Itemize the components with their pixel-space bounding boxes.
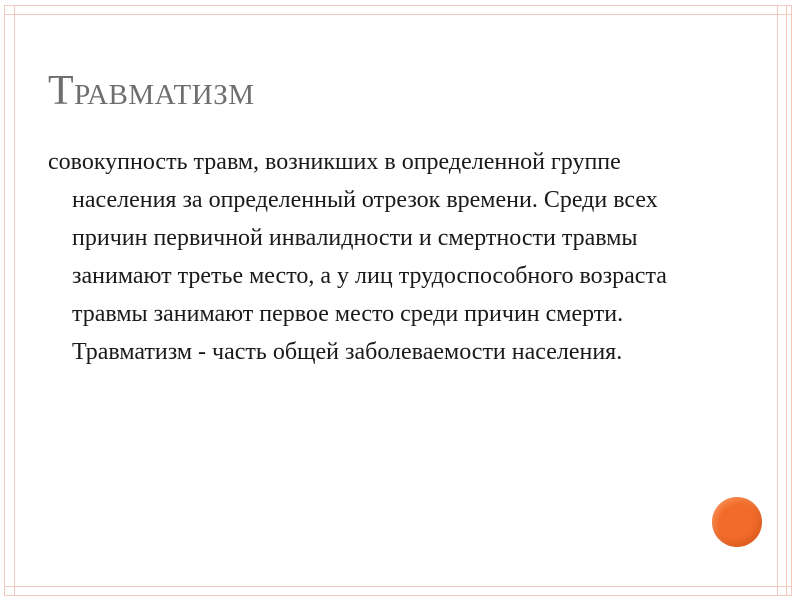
orange-circle-decoration	[712, 497, 762, 547]
body-paragraph: совокупность травм, возникших в определенной группе населения за определенный отрезок времени. Среди всех причин первичной инвалидности и смертности травмы занимают третье место, а у лиц трудоспособного возраста травмы занимают первое место среди причин смерти. Травматизм - часть общей заболеваемости населения.	[48, 149, 667, 365]
frame-stripe-bottom	[4, 586, 792, 587]
frame-stripe-top	[4, 14, 792, 15]
frame-stripe-left	[14, 5, 15, 596]
frame-stripe-right	[777, 5, 778, 596]
frame-stripe-right-outer	[786, 5, 787, 596]
page-title: Травматизм	[48, 68, 255, 114]
